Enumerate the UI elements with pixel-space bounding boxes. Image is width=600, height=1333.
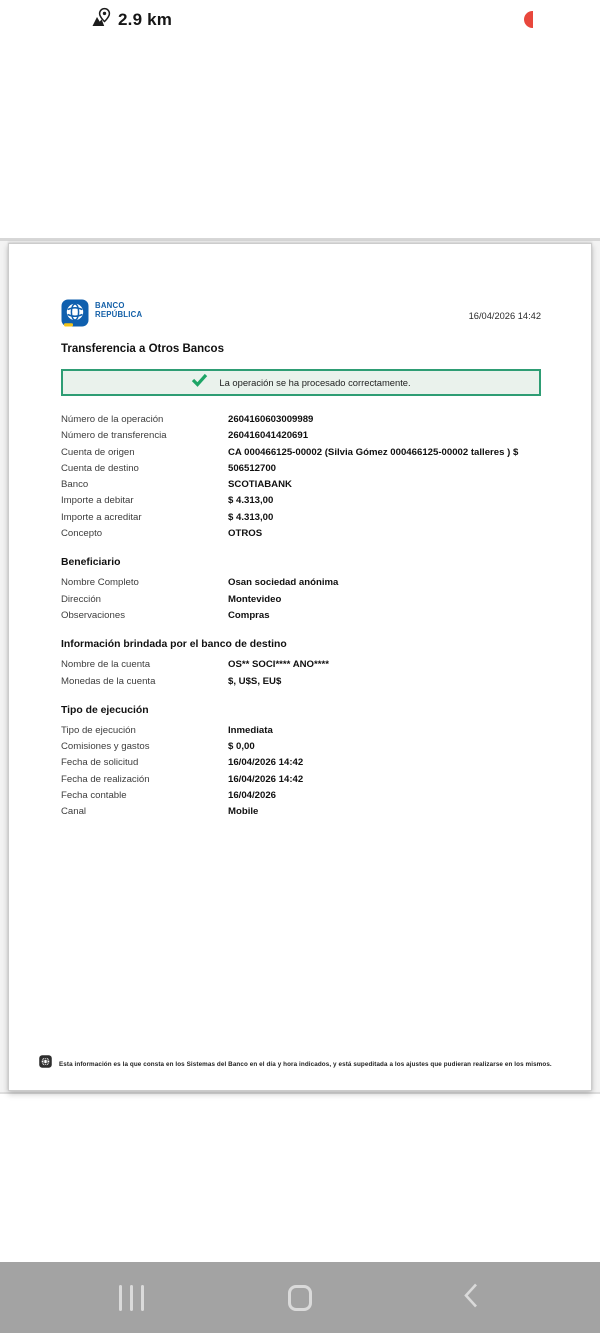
detail-label: Importe a debitar	[61, 495, 134, 507]
detail-value: 16/04/2026 14:42	[228, 773, 304, 785]
back-button[interactable]	[461, 1280, 481, 1315]
details-list	[61, 412, 541, 542]
distance-overlay[interactable]	[90, 6, 172, 34]
route-pin-icon	[90, 6, 113, 34]
detail-row	[61, 575, 541, 591]
detail-label: Comisiones y gastos	[61, 741, 150, 753]
recents-icon	[119, 1285, 122, 1311]
detail-row	[61, 674, 541, 690]
detail-value: Mobile	[228, 806, 259, 818]
bank-name	[95, 302, 142, 319]
detail-label: Fecha contable	[61, 790, 127, 802]
floating-bubble-icon[interactable]	[524, 11, 533, 28]
bank-logo-small-icon	[39, 1055, 52, 1073]
detail-row	[61, 510, 541, 526]
detail-value: $, U$S, EU$	[228, 675, 282, 687]
detail-label: Cuenta de origen	[61, 446, 135, 458]
android-nav-bar	[0, 1262, 600, 1333]
detail-row	[61, 592, 541, 608]
detail-label: Nombre de la cuenta	[61, 659, 151, 671]
success-message: La operación se ha procesado correctamente.	[219, 377, 411, 388]
detail-row	[61, 477, 541, 493]
detail-row	[61, 608, 541, 624]
detail-label: Dirección	[61, 593, 101, 605]
detail-value: 260416041420691	[228, 430, 309, 442]
recents-icon	[141, 1285, 144, 1311]
detail-value: $ 4.313,00	[228, 511, 274, 523]
footer-disclaimer: Esta información es la que consta en los Sistemas del Banco en el día y hora indicados, y está supeditada a los ajustes que pudieran realizarse en los mismos.	[59, 1060, 552, 1068]
detail-value: $ 4.313,00	[228, 495, 274, 507]
bank-name-line2: REPÚBLICA	[95, 309, 143, 319]
details-list	[61, 723, 541, 821]
detail-label: Número de la operación	[61, 414, 164, 425]
detail-row	[61, 755, 541, 771]
detail-label: Número de transferencia	[61, 430, 167, 442]
page-footer	[39, 1055, 567, 1073]
success-banner	[61, 369, 541, 396]
detail-row	[61, 788, 541, 804]
detail-value: CA 000466125-00002 (Silvia Gómez 000466125-00002 talleres ) $	[228, 446, 519, 458]
detail-row	[61, 412, 541, 428]
details-list	[61, 575, 541, 624]
detail-value: Montevideo	[228, 593, 282, 605]
detail-value: OTROS	[228, 528, 263, 540]
detail-value: 16/04/2026	[228, 790, 277, 802]
detail-row	[61, 772, 541, 788]
detail-label: Importe a acreditar	[61, 511, 142, 523]
detail-label: Nombre Completo	[61, 577, 139, 589]
detail-row	[61, 804, 541, 820]
detail-value: Osan sociedad anónima	[228, 577, 339, 589]
detail-value: Compras	[228, 609, 270, 621]
detail-row	[61, 461, 541, 477]
recents-icon	[130, 1285, 133, 1311]
detail-value: OS** SOCI**** ANO****	[228, 659, 329, 671]
detail-label: Cuenta de destino	[61, 462, 139, 474]
detail-row	[61, 526, 541, 542]
detail-label: Fecha de solicitud	[61, 757, 139, 769]
detail-row	[61, 657, 541, 673]
detail-label: Monedas de la cuenta	[61, 675, 156, 687]
receipt-page	[8, 243, 592, 1091]
detail-value: SCOTIABANK	[228, 479, 292, 491]
document-datetime: 16/04/2026 14:42	[468, 311, 541, 321]
detail-value: Inmediata	[228, 724, 273, 736]
bank-name-line1: BANCO	[95, 301, 125, 310]
detail-label: Canal	[61, 806, 87, 818]
detail-row	[61, 493, 541, 509]
page-title: Transferencia a Otros Bancos	[61, 343, 224, 355]
detail-label: Banco	[61, 479, 89, 491]
section-title-beneficiario: Beneficiario	[61, 557, 121, 569]
back-chevron-icon	[461, 1280, 481, 1310]
detail-label: Observaciones	[61, 609, 125, 621]
detail-value: 2604160603009989	[228, 414, 314, 425]
detail-label: Concepto	[61, 528, 103, 540]
detail-row	[61, 723, 541, 739]
home-button[interactable]	[288, 1285, 312, 1311]
detail-label: Tipo de ejecución	[61, 724, 136, 736]
section-title-ejecucion: Tipo de ejecución	[61, 704, 149, 716]
detail-value: 506512700	[228, 462, 277, 474]
recents-button[interactable]	[119, 1285, 144, 1311]
section-title-info-destino: Información brindada por el banco de destino	[61, 639, 287, 651]
page-header	[61, 299, 541, 332]
details-list	[61, 657, 541, 690]
banco-republica-logo-icon	[61, 299, 89, 332]
distance-label: 2.9 km	[118, 10, 173, 29]
detail-row	[61, 445, 541, 461]
detail-value: $ 0,00	[228, 741, 255, 753]
detail-value: 16/04/2026 14:42	[228, 757, 304, 769]
pdf-viewer[interactable]	[0, 238, 600, 1094]
detail-label: Fecha de realización	[61, 773, 150, 785]
check-icon	[191, 373, 208, 392]
detail-row	[61, 739, 541, 755]
detail-row	[61, 428, 541, 444]
